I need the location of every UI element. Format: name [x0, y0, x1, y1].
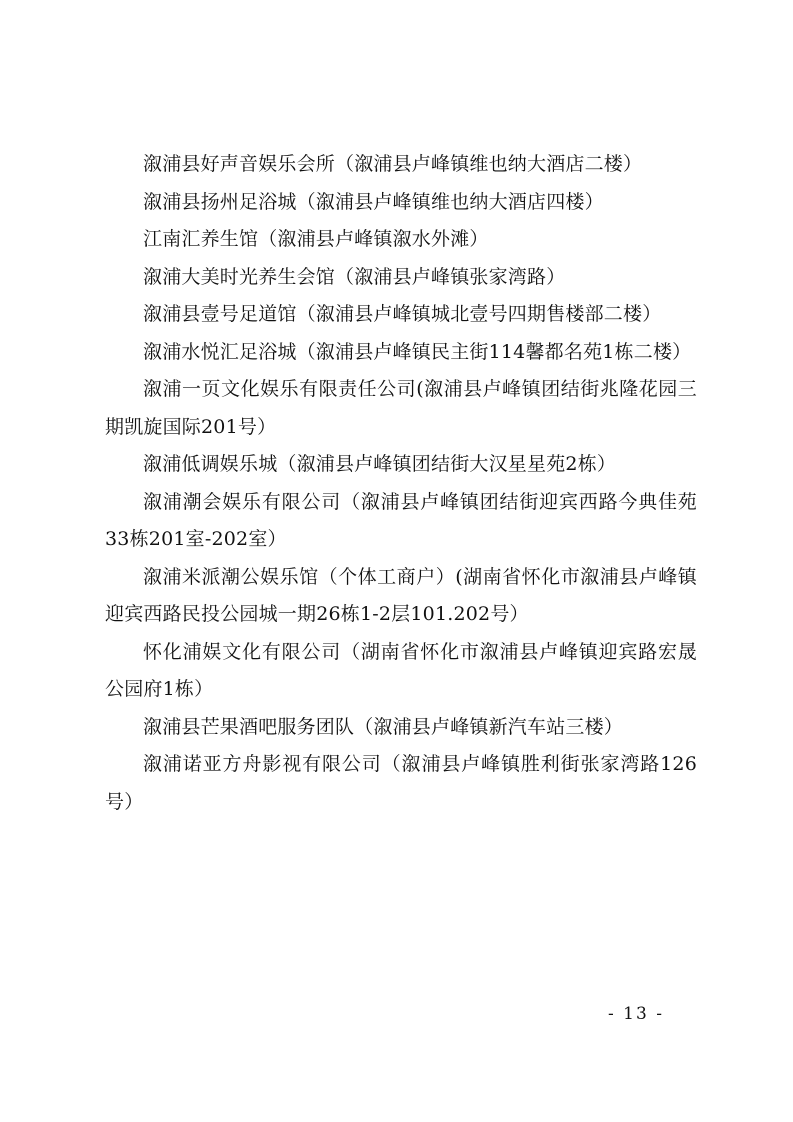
list-item: 溆浦低调娱乐城（溆浦县卢峰镇团结街大汉星星苑2栋） [143, 453, 617, 475]
list-item: 溆浦县壹号足道馆（溆浦县卢峰镇城北壹号四期售楼部二楼） [143, 303, 662, 325]
list-item: 溆浦县芒果酒吧服务团队（溆浦县卢峰镇新汽车站三楼） [143, 715, 624, 738]
page-number: - 13 - [608, 1004, 664, 1024]
list-item: 江南汇养生馆（溆浦县卢峰镇溆水外滩） [143, 228, 489, 250]
list-item: 怀化浦娱文化有限公司（湖南省怀化市溆浦县卢峰镇迎宾路宏晟公园府1栋） [105, 640, 697, 700]
list-item: 溆浦县好声音娱乐会所（溆浦县卢峰镇维也纳大酒店二楼） [143, 153, 643, 175]
entry-list [105, 146, 697, 821]
list-item: 溆浦县扬州足浴城（溆浦县卢峰镇维也纳大酒店四楼） [143, 190, 604, 213]
list-item: 溆浦潮会娱乐有限公司（溆浦县卢峰镇团结街迎宾西路今典佳苑33栋201室-202室） [105, 490, 697, 550]
list-item: 溆浦大美时光养生会馆（溆浦县卢峰镇张家湾路） [143, 265, 566, 288]
list-item: 溆浦一页文化娱乐有限责任公司(溆浦县卢峰镇团结街兆隆花园三期凯旋国际201号） [105, 378, 697, 438]
list-item: 溆浦水悦汇足浴城（溆浦县卢峰镇民主街114馨都名苑1栋二楼） [143, 340, 692, 363]
list-item: 溆浦米派潮公娱乐馆（个体工商户）(湖南省怀化市溆浦县卢峰镇迎宾西路民投公园城一期26栋1-2层101.202号） [105, 565, 697, 625]
list-item: 溆浦诺亚方舟影视有限公司（溆浦县卢峰镇胜利街张家湾路126号） [105, 753, 697, 813]
